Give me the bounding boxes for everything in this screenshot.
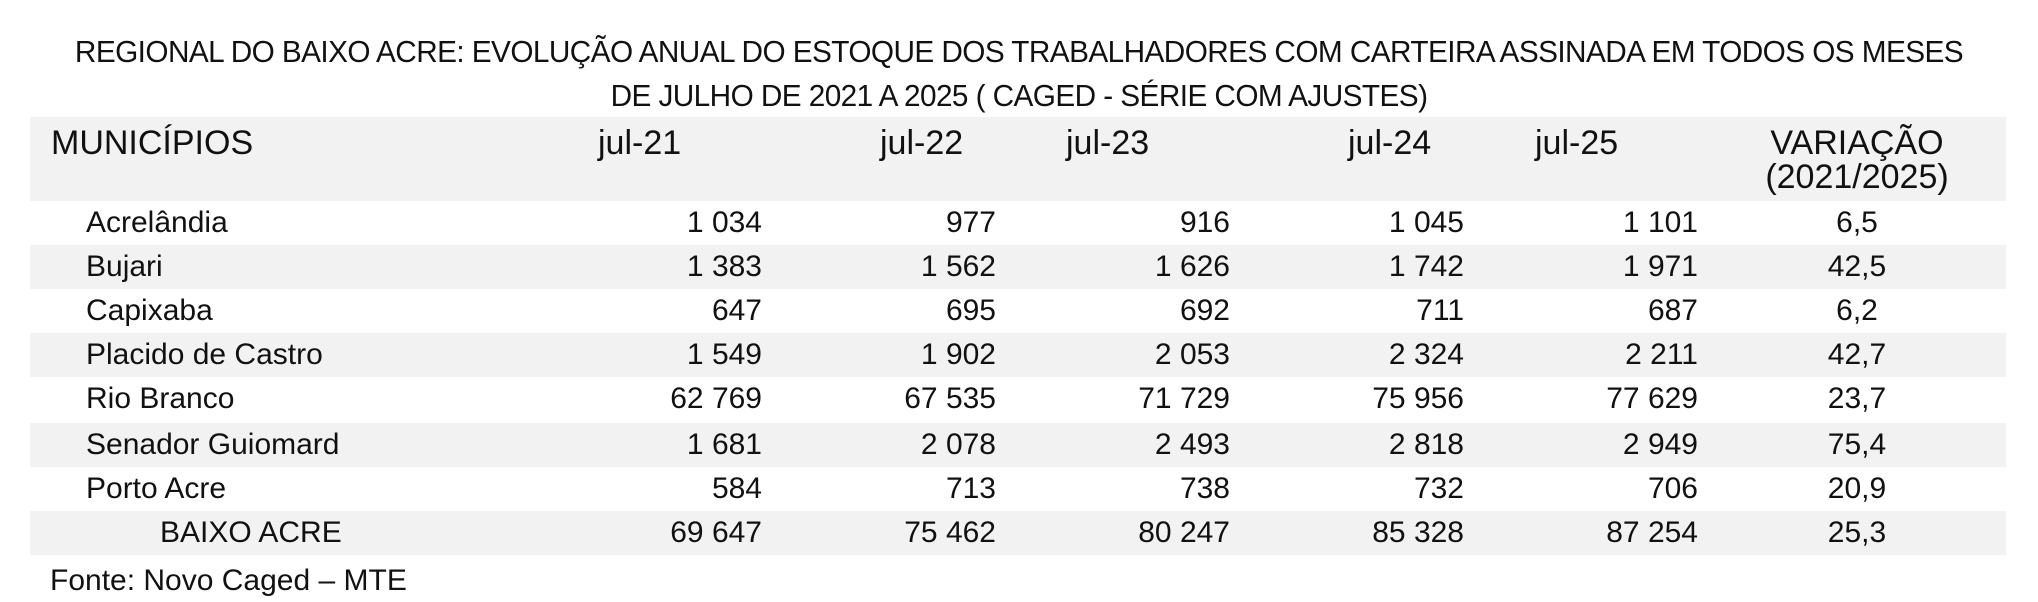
value-jul-23: 692 <box>1179 294 1230 327</box>
value-jul-21: 1 681 <box>686 428 762 461</box>
value-jul-24: 1 742 <box>1388 250 1464 283</box>
value-jul-25: 77 629 <box>1606 382 1698 415</box>
value-jul-24: 732 <box>1413 472 1464 505</box>
value-jul-23: 71 729 <box>1138 382 1230 415</box>
municipio-name: Senador Guiomard <box>86 428 340 461</box>
header-jul-24: jul-24 <box>1348 124 1432 162</box>
table-title-line-2: DE JULHO DE 2021 A 2025 ( CAGED - SÉRIE COM AJUSTES) <box>610 78 1428 113</box>
header-municipios: MUNICÍPIOS <box>51 124 254 162</box>
value-jul-25: 1 971 <box>1622 250 1698 283</box>
total-variacao: 25,3 <box>1827 516 1887 549</box>
municipio-name: Acrelândia <box>86 206 228 239</box>
table-row <box>30 423 2006 467</box>
table-row <box>30 467 2006 511</box>
value-jul-24: 75 956 <box>1372 382 1464 415</box>
table-row <box>30 201 2006 245</box>
value-jul-24: 711 <box>1416 294 1464 327</box>
value-jul-24: 2 324 <box>1388 338 1464 371</box>
value-jul-21: 62 769 <box>670 382 762 415</box>
table-total-row <box>30 511 2006 555</box>
value-jul-25: 706 <box>1647 472 1698 505</box>
value-variacao: 20,9 <box>1827 472 1887 505</box>
total-label: BAIXO ACRE <box>160 516 342 549</box>
value-jul-23: 2 493 <box>1154 428 1230 461</box>
value-jul-22: 1 902 <box>920 338 996 371</box>
table-row <box>30 377 2006 423</box>
value-jul-21: 647 <box>711 294 762 327</box>
value-jul-21: 1 383 <box>686 250 762 283</box>
header-variacao: VARIAÇÃO <box>1770 124 1944 162</box>
municipio-name: Capixaba <box>86 294 213 327</box>
header-jul-21: jul-21 <box>598 124 682 162</box>
employment-table <box>30 117 2006 555</box>
header-jul-23: jul-23 <box>1066 124 1150 162</box>
value-jul-22: 977 <box>945 206 996 239</box>
table-row <box>30 333 2006 377</box>
value-variacao: 6,2 <box>1836 294 1878 327</box>
total-jul-22: 75 462 <box>904 516 996 549</box>
municipio-name: Porto Acre <box>86 472 227 505</box>
header-jul-25: jul-25 <box>1535 124 1619 162</box>
total-jul-23: 80 247 <box>1138 516 1230 549</box>
value-jul-25: 687 <box>1647 294 1698 327</box>
value-jul-23: 2 053 <box>1154 338 1230 371</box>
value-jul-23: 738 <box>1179 472 1230 505</box>
total-jul-24: 85 328 <box>1372 516 1464 549</box>
value-jul-21: 1 034 <box>686 206 762 239</box>
total-jul-25: 87 254 <box>1606 516 1698 549</box>
header-jul-22: jul-22 <box>880 124 964 162</box>
value-jul-22: 2 078 <box>920 428 996 461</box>
table-title-line-1: REGIONAL DO BAIXO ACRE: EVOLUÇÃO ANUAL DO ESTOQUE DOS TRABALHADORES COM CARTEIRA ASSINADA EM TODOS OS MESES <box>74 34 1964 69</box>
value-jul-25: 1 101 <box>1622 206 1698 239</box>
municipio-name: Bujari <box>86 250 163 283</box>
value-jul-23: 916 <box>1179 206 1230 239</box>
source-note: Fonte: Novo Caged – MTE <box>50 564 407 597</box>
value-jul-24: 2 818 <box>1388 428 1464 461</box>
value-variacao: 42,5 <box>1827 250 1887 283</box>
municipio-name: Placido de Castro <box>86 338 323 371</box>
table-row <box>30 245 2006 289</box>
value-jul-22: 695 <box>945 294 996 327</box>
table-row <box>30 289 2006 333</box>
value-variacao: 23,7 <box>1827 382 1887 415</box>
value-jul-22: 713 <box>945 472 996 505</box>
value-jul-21: 1 549 <box>686 338 762 371</box>
value-jul-24: 1 045 <box>1388 206 1464 239</box>
value-jul-21: 584 <box>711 472 762 505</box>
table-header <box>30 117 2006 201</box>
value-variacao: 75,4 <box>1827 428 1887 461</box>
municipio-name: Rio Branco <box>86 382 235 415</box>
value-variacao: 6,5 <box>1836 206 1878 239</box>
value-jul-22: 1 562 <box>920 250 996 283</box>
header-variacao-period: (2021/2025) <box>1765 158 1949 196</box>
total-jul-21: 69 647 <box>670 516 762 549</box>
value-jul-23: 1 626 <box>1154 250 1230 283</box>
value-jul-22: 67 535 <box>904 382 996 415</box>
value-jul-25: 2 211 <box>1625 338 1698 371</box>
value-jul-25: 2 949 <box>1622 428 1698 461</box>
value-variacao: 42,7 <box>1827 338 1887 371</box>
